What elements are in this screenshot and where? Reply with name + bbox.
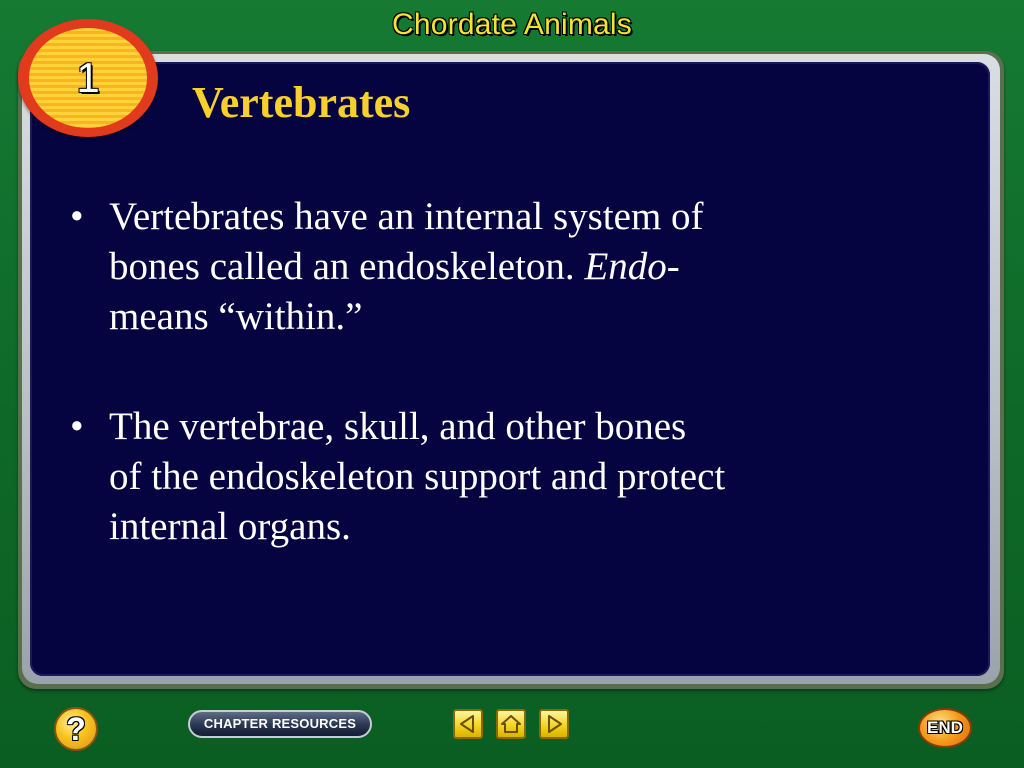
bullet-text: - xyxy=(666,245,680,288)
triangle-left-icon xyxy=(455,711,481,737)
bullet-marker: • xyxy=(70,195,84,238)
bullet-item-endoskeleton xyxy=(70,192,860,342)
help-button[interactable]: ? xyxy=(54,707,98,751)
italic-term: Endo xyxy=(584,245,667,288)
previous-slide-button[interactable] xyxy=(453,709,483,739)
bullet-line xyxy=(109,242,860,292)
home-button[interactable] xyxy=(496,709,526,739)
triangle-right-icon xyxy=(541,711,567,737)
bullet-line: means “within.” xyxy=(109,295,363,338)
section-badge xyxy=(18,19,158,137)
bullet-line: of the endoskeleton support and protect xyxy=(109,455,726,498)
chapter-resources-button[interactable]: CHAPTER RESOURCES xyxy=(188,710,372,738)
presentation-title: Chordate Animals xyxy=(392,8,632,41)
bullet-marker: • xyxy=(70,405,84,448)
section-number: 1 xyxy=(76,54,100,101)
end-button[interactable]: END xyxy=(918,708,972,748)
bullet-text: bones called an endoskeleton. xyxy=(109,245,585,288)
next-slide-button[interactable] xyxy=(539,709,569,739)
bullet-list xyxy=(70,192,860,552)
bullet-line: The vertebrae, skull, and other bones xyxy=(109,405,687,448)
house-icon xyxy=(498,711,524,737)
bullet-line: Vertebrates have an internal system of xyxy=(109,195,704,238)
slide-heading: Vertebrates xyxy=(192,78,411,127)
bullet-item-support xyxy=(70,402,860,552)
bullet-line: internal organs. xyxy=(109,505,351,548)
